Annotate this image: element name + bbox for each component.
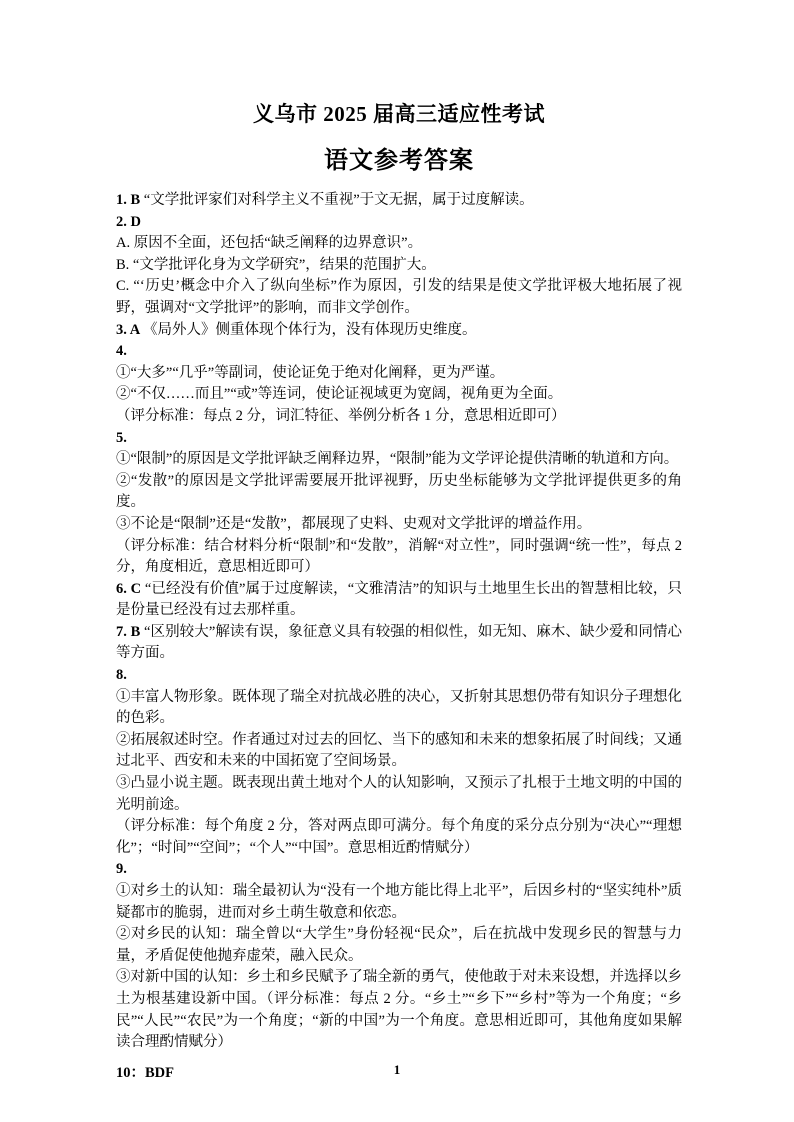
paragraph [116,233,682,255]
paragraph-prefix: 6. C [116,580,145,597]
paragraph-text: ①“限制”的原因是文学批评缺乏阐释边界，“限制”能为文学评论提供清晰的轨道和方向。 [116,451,679,468]
paragraph-text: “区别较大”解读有误，象征意义具有较强的相似性，如无知、麻木、缺少爱和同情心等方面。 [116,623,682,662]
paragraph-text: ①丰富人物形象。既体现了瑞全对抗战必胜的决心，又折射其思想仍带有知识分子理想化的色彩。 [116,688,682,727]
paragraph [116,536,682,579]
paragraph-prefix: 10：BDF [116,1064,174,1081]
paragraph-text: （评分标准：结合材料分析“限制”和“发散”，消解“对立性”，同时强调“统一性”，每点 2 分，角度相近，意思相近即可） [116,537,682,576]
paragraph-text: ①对乡土的认知：瑞全最初认为“没有一个地方能比得上北平”，后因乡村的“坚实纯朴”质疑都市的脆弱，进而对乡土萌生敬意和依恋。 [116,883,682,921]
page-number: 1 [393,1062,401,1077]
paragraph [116,190,682,212]
paragraph-prefix: 5. [116,429,127,446]
paragraph [116,449,682,471]
paragraph-text: ②“不仅……而且”“或”等连词，使论证视域更为宽阔，视角更为全面。 [116,386,563,403]
paragraph-text: “已经没有价值”属于过度解读，“文雅清洁”的知识与土地里生长出的智慧相比较，只是份量已经没有过去那样重。 [116,580,682,619]
paragraph-prefix: 3. A [116,321,143,338]
paragraph-prefix: 2. D [116,213,141,230]
paragraph [116,341,682,363]
paragraph-prefix: 4. [116,343,127,360]
paragraph [116,406,682,428]
paragraph [116,859,682,881]
paragraph [116,773,682,816]
paragraph [116,276,682,319]
paragraph-text: A. 原因不全面，还包括“缺乏阐释的边界意识”。 [116,235,423,252]
document-title: 义乌市 2025 届高三适应性考试 [253,102,545,126]
paragraph [116,212,682,234]
paragraph-text: 《局外人》侧重体现个体行为，没有体现历史维度。 [143,321,477,338]
paragraph [116,384,682,406]
paragraph [116,730,682,773]
paragraph [116,579,682,622]
paragraph-text: B. “文学批评化身为文学研究”，结果的范围扩大。 [116,256,436,273]
paragraph [116,665,682,687]
paragraph [116,471,682,514]
paragraph-prefix: 7. B [116,623,144,640]
paragraph-prefix: 1. B [116,192,144,208]
paragraph [116,924,682,967]
paragraph-text: ②对乡民的认知：瑞全曾以“大学生”身份轻视“民众”，后在抗战中发现乡民的智慧与力量，矛盾促使他抛弃虚荣，融入民众。 [116,926,682,964]
paragraph-text: “文学批评家们对科学主义不重视”于文无据，属于过度解读。 [143,192,534,208]
paragraph [116,816,682,859]
paragraph [116,622,682,665]
paragraph [116,255,682,277]
document-subtitle: 语文参考答案 [324,148,474,174]
paragraph-text: ③凸显小说主题。既表现出黄土地对个人的认知影响，又预示了扎根于土地文明的中国的光明前途。 [116,775,682,813]
paragraph-text: C. “‘历史’概念中介入了纵向坐标”作为原因，引发的结果是使文学批评极大地拓展了视野，强调对“文学批评”的影响，而非文学创作。 [116,278,682,316]
paragraph-text: （评分标准：每点 2 分，词汇特征、举例分析各 1 分，意思相近即可） [116,407,566,424]
paragraph [116,881,682,924]
paragraph [116,428,682,450]
paragraph [116,320,682,342]
paragraph [116,514,682,536]
paragraph [116,687,682,730]
paragraph-prefix: 8. [116,667,127,684]
paragraph-text: （评分标准：每个角度 2 分，答对两点即可满分。每个角度的采分点分别为“决心”“理想化”；“时间”“空间”；“个人”“中国”。意思相近酌情赋分） [116,818,682,856]
document-body [116,190,682,1084]
paragraph-text: ①“大多”“几乎”等副词，使论证免于绝对化阐释，更为严谨。 [116,364,505,381]
paragraph-prefix: 9. [116,861,127,878]
paragraph-text: ③不论是“限制”还是“发散”，都展现了史料、史观对文学批评的增益作用。 [116,515,592,532]
paragraph-text: ②“发散”的原因是文学批评需要展开批评视野，历史坐标能够为文学批评提供更多的角度。 [116,472,682,511]
paragraph-text: ②拓展叙述时空。作者通过对过去的回忆、当下的感知和未来的想象拓展了时间线；又通过北平、西安和未来的中国拓宽了空间场景。 [116,731,682,770]
paragraph [116,967,682,1053]
paragraph [116,363,682,385]
paragraph-text: ③对新中国的认知：乡土和乡民赋予了瑞全新的勇气，使他敢于对未来设想，并选择以乡土为根基建设新中国。（评分标准：每点 2 分。“乡土”“乡下”“乡村”等为一个角度；“乡民”“人民”“农民”为一个角度；“新的中国”为一个角度。意思相近即可，其他角度如果解读合理酌情赋分） [116,969,682,1051]
